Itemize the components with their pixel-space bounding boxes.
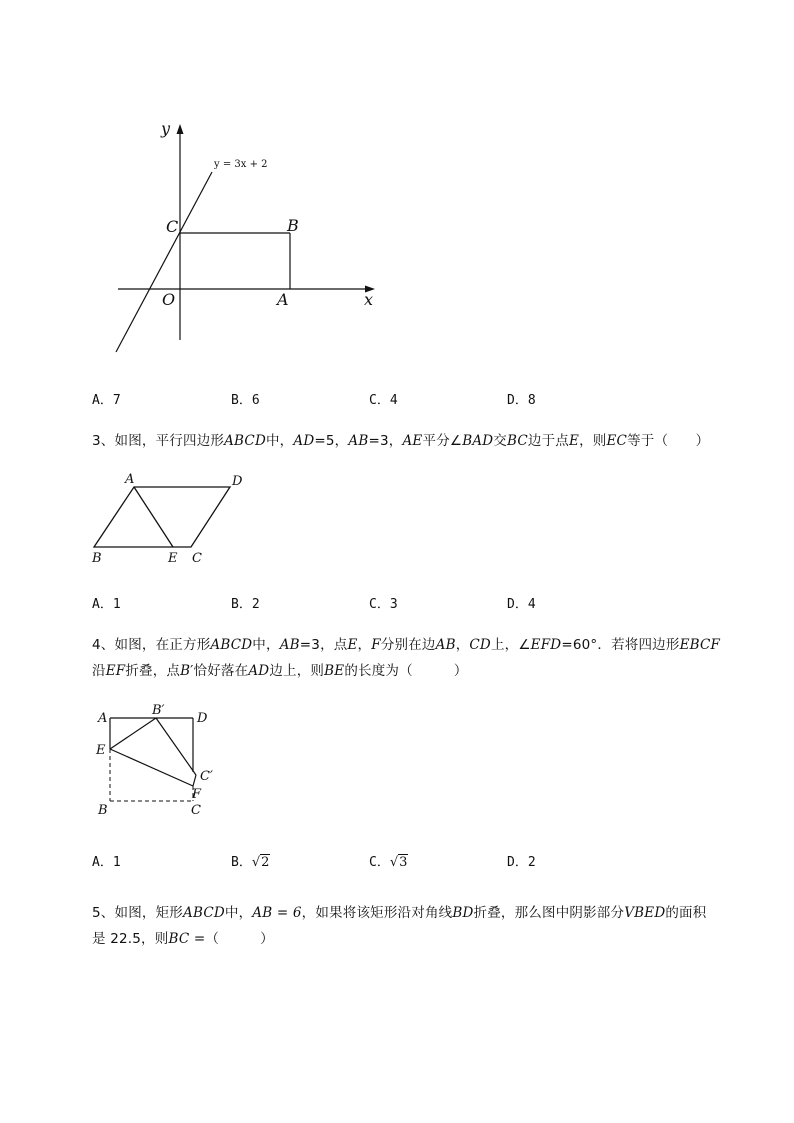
sqrt-symbol: √2 (251, 855, 270, 870)
q2-option-a[interactable]: A．7 (92, 393, 121, 408)
label-y: y (161, 119, 171, 138)
q3-option-d[interactable]: D．4 (507, 597, 536, 612)
q2-option-c[interactable]: C．4 (369, 393, 398, 408)
q2-option-b[interactable]: B．6 (231, 393, 260, 408)
equation-label: y = 3x + 2 (214, 159, 268, 170)
q4-label-F: F (192, 787, 202, 802)
q3-label-E: E (168, 551, 178, 566)
q4-label-E: E (96, 743, 106, 758)
q3-option-c[interactable]: C．3 (369, 597, 398, 612)
label-O: O (162, 290, 176, 309)
segment-E-F (110, 749, 193, 786)
q4-question-line2: 沿EF折叠，点B′恰好落在AD边上，则BE的长度为（ ） (92, 663, 468, 679)
q3-label-C: C (192, 551, 202, 566)
q3-option-a[interactable]: A．1 (92, 597, 121, 612)
q3-option-b[interactable]: B．2 (231, 597, 260, 612)
q3-label-B: B (92, 551, 102, 566)
q4-option-a[interactable]: A．1 (92, 855, 121, 870)
label-A: A (277, 290, 289, 309)
q4-option-d[interactable]: D．2 (507, 855, 536, 870)
q3-label-A: A (125, 472, 135, 487)
q5-question-line1: 5、如图，矩形ABCD中，AB = 6，如果将该矩形沿对角线BD折叠，那么图中阴影部分VBED的面积 (92, 905, 707, 921)
q4-label-A: A (98, 711, 108, 726)
sqrt-symbol: √3 (389, 855, 408, 870)
segment-E-Bp (110, 718, 156, 749)
q4-label-Cp: C′ (200, 769, 213, 784)
segment-Cp-F (193, 775, 196, 786)
q5-question-line2: 是 22.5，则BC =（ ） (92, 931, 274, 947)
label-C: C (166, 217, 179, 236)
q4-label-C: C (191, 803, 201, 818)
q4-option-b[interactable]: B．√2 (231, 855, 270, 870)
q3-label-D: D (232, 474, 243, 489)
q4-option-c[interactable]: C．√3 (369, 855, 408, 870)
q4-label-Bp: B′ (152, 703, 165, 718)
segment-Bp-Cp (156, 718, 196, 775)
q4-question-line1: 4、如图，在正方形ABCD中，AB=3，点E，F分别在边AB，CD上，∠EFD=60°．若将四边形EBCF (92, 637, 721, 653)
q4-label-B: B (98, 803, 108, 818)
label-B: B (287, 216, 299, 235)
q4-label-D: D (197, 711, 208, 726)
label-x: x (364, 290, 374, 309)
q2-option-d[interactable]: D．8 (507, 393, 536, 408)
q3-question-text: 3、如图，平行四边形ABCD中，AD=5，AB=3，AE平分∠BAD交BC边于点E，则EC等于（ ） (92, 433, 710, 449)
